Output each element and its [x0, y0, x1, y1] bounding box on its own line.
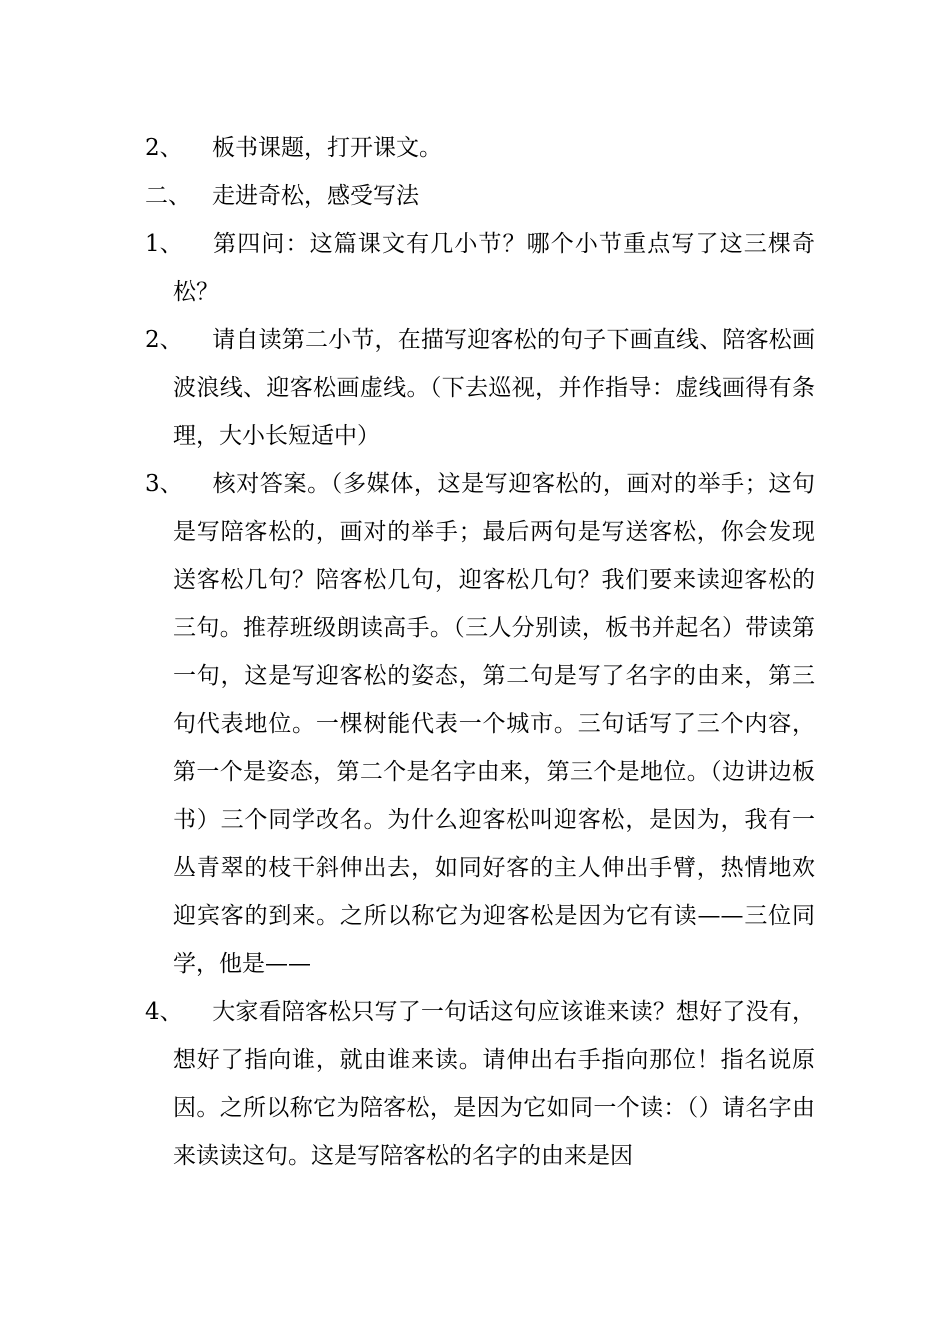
item-number: 1、: [145, 231, 183, 257]
list-item: [145, 220, 815, 316]
item-number: 4、: [145, 999, 183, 1025]
item-number: 3、: [145, 471, 183, 497]
list-item: [145, 460, 815, 988]
item-text: 请自读第二小节，在描写迎客松的句子下画直线、陪客松画波浪线、迎客松画虚线。（下去巡视，并作指导：虚线画得有条理，大小长短适中）: [173, 327, 815, 449]
list-item: [145, 316, 815, 460]
item-text: 核对答案。（多媒体，这是写迎客松的，画对的举手；这句是写陪客松的，画对的举手；最后两句是写送客松，你会发现送客松几句？陪客松几句，迎客松几句？我们要来读迎客松的三句。推荐班级朗读高手。（三人分别读，板书并起名）带读第一句，这是写迎客松的姿态，第二句是写了名字的由来，第三句代表地位。一棵树能代表一个城市。三句话写了三个内容，第一个是姿态，第二个是名字由来，第三个是地位。（边讲边板书）三个同学改名。为什么迎客松叫迎客松，是因为，我有一丛青翠的枝干斜伸出去，如同好客的主人伸出手臂，热情地欢迎宾客的到来。之所以称它为迎客松是因为它有读——三位同学，他是——: [173, 471, 815, 977]
section-number: 二、: [145, 183, 191, 209]
section-title: 走进奇松，感受写法: [212, 183, 419, 209]
list-item: [145, 124, 815, 172]
item-text: 大家看陪客松只写了一句话这句应该谁来读？想好了没有，想好了指向谁，就由谁来读。请伸出右手指向那位！指名说原因。之所以称它为陪客松，是因为它如同一个读：（）请名字由来读读这句。这是写陪客松的名字的由来是因: [173, 999, 815, 1169]
document-body: [145, 124, 815, 1180]
list-item: [145, 988, 815, 1180]
item-text: 第四问：这篇课文有几小节？哪个小节重点写了这三棵奇松？: [173, 231, 815, 305]
item-number: 2、: [145, 327, 183, 353]
section-heading: [145, 172, 815, 220]
item-number: 2、: [145, 135, 183, 161]
item-text: 板书课题，打开课文。: [212, 135, 442, 161]
